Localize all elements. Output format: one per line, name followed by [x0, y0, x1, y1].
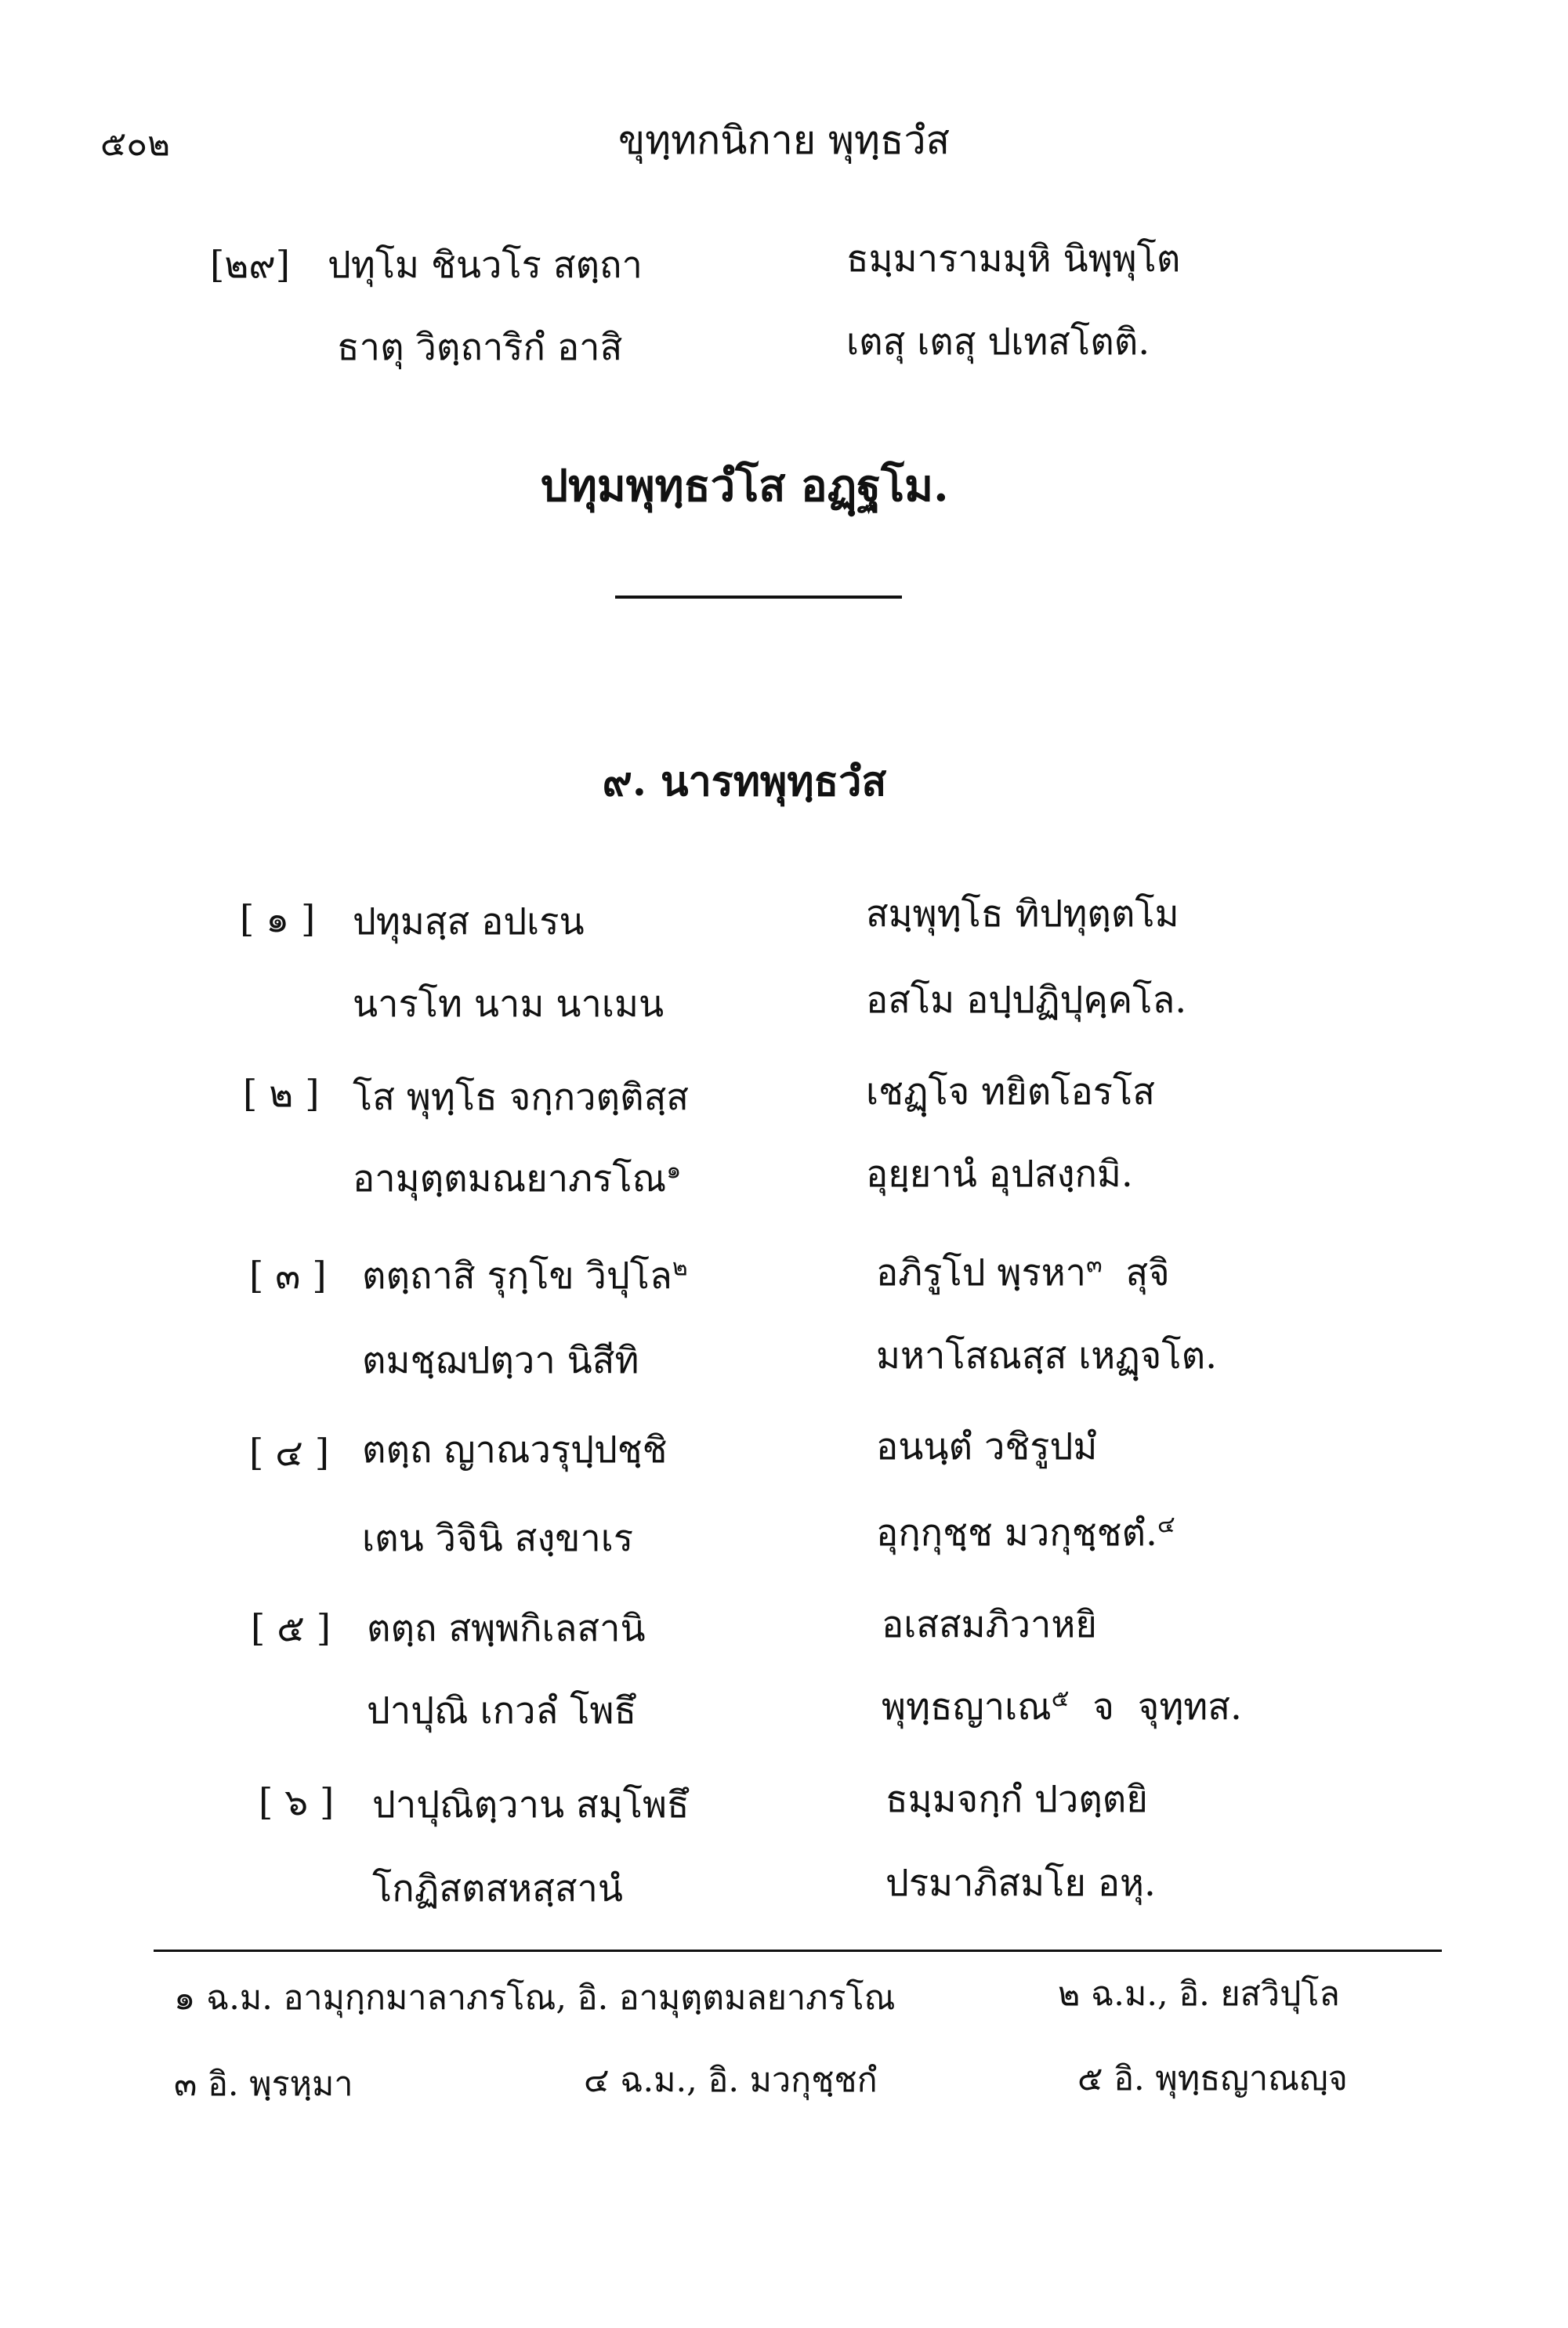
verse-number: [ ๑ ]	[240, 898, 316, 941]
verse-line: เตน วิจินิ สงฺขาเร	[362, 1517, 634, 1560]
verse-line: ปาปุณิตฺวาน สมฺโพธึ	[372, 1783, 690, 1827]
footnote-marker: ๔	[1157, 1511, 1175, 1539]
verse-line: ตตฺถ ญาณวรุปฺปชฺชิ	[362, 1428, 668, 1472]
footnote: ๓ อิ. พฺรหฺมา	[174, 2065, 353, 2104]
verse-line: นารโท นาม นาเมน	[353, 983, 664, 1026]
verse-line: อสโม อปฺปฏิปุคฺคโล.	[866, 979, 1187, 1022]
chapter-end-title: ปทุมพุทฺธวํโส อฏฺฐโม.	[540, 460, 949, 512]
chapter-title: ๙. นารทพุทฺธวํส	[602, 758, 887, 806]
verse-line: อนนฺตํ วชิรูปมํ	[876, 1425, 1098, 1468]
verse-number: [๒๙]	[210, 244, 291, 287]
verse-line: ธมฺมารามมฺหิ นิพฺพุโต	[846, 237, 1181, 281]
running-title: ขุทฺทกนิกาย พุทฺธวํส	[617, 118, 951, 163]
verse-line: ตมชฺฌปตฺวา นิสีทิ	[362, 1339, 639, 1382]
verse-number: [ ๔ ]	[249, 1432, 330, 1475]
verse-line: ปทุโม ชินวโร สตฺถา	[328, 244, 643, 287]
verse-line: ปทุมสฺส อปเรน	[353, 900, 585, 943]
verse-number: [ ๖ ]	[259, 1781, 335, 1824]
verse-number: [ ๒ ]	[243, 1073, 320, 1116]
verse-line: มหาโสณสฺส เหฏฺจโต.	[876, 1334, 1218, 1378]
footnote-marker: ๒	[672, 1254, 688, 1282]
verse-line: โกฏิสตสหสฺสานํ	[372, 1867, 624, 1910]
verse-number: [ ๕ ]	[251, 1607, 331, 1650]
footnote: ๒ ฉ.ม., อิ. ยสวิปุโล	[1058, 1975, 1340, 2014]
footnote-marker: ๓	[1086, 1251, 1103, 1279]
verse-line: เชฏฺโจ ทยิตโอรโส	[866, 1070, 1155, 1113]
verse-line: อุกฺกุชฺช มวกุชฺชตํ.$^๔$	[876, 1511, 1175, 1555]
divider	[615, 596, 902, 599]
footnote-marker: ๕	[1051, 1685, 1070, 1713]
page-number: ๕๐๒	[100, 124, 171, 164]
footnote: ๔ ฉ.ม., อิ. มวกุชฺชกํ	[584, 2061, 878, 2100]
footnote: ๕ อิ. พุทฺธญาณญฺจ	[1077, 2059, 1348, 2098]
verse-line: ตตฺถ สพฺพกิเลสานิ	[367, 1607, 646, 1650]
verse-line: ตตฺถาสิ รุกฺโข วิปุโล$^๒$	[362, 1254, 688, 1298]
verse-line: เตสุ เตสุ ปเทสโตติ.	[846, 320, 1150, 364]
verse-line: สมฺพุทฺโธ ทิปทุตฺตโม	[866, 892, 1179, 936]
footnote: ๑ ฉ.ม. อามุกฺกมาลาภรโณ, อิ. อามุตฺตมลยาภรโณ	[174, 1979, 896, 2018]
verse-line: ปรมาภิสมโย อหุ.	[885, 1862, 1156, 1905]
verse-line: อเสสมภิวาหยิ	[882, 1603, 1097, 1646]
verse-line: อภิรูโป พฺรหา$^๓$ สุจิ	[876, 1251, 1170, 1294]
footnote-divider	[154, 1950, 1442, 1952]
verse-line: ธาตุ วิตฺถาริกํ อาสิ	[337, 326, 623, 369]
footnote-marker: ๑	[666, 1157, 682, 1185]
verse-line: โส พุทฺโธ จกฺกวตฺติสฺส	[353, 1076, 689, 1119]
verse-number: [ ๓ ]	[249, 1255, 327, 1298]
verse-line: อุยฺยานํ อุปสงฺกมิ.	[866, 1153, 1133, 1196]
verse-line: ธมฺมจกฺกํ ปวตฺตยิ	[885, 1778, 1148, 1821]
verse-line: อามุตฺตมณยาภรโณ$^๑$	[353, 1157, 682, 1200]
verse-line: พุทฺธญาเณ$^๕$ จ จุทฺทส.	[882, 1685, 1242, 1729]
verse-line: ปาปุณิ เกวลํ โพธึ	[367, 1689, 637, 1732]
